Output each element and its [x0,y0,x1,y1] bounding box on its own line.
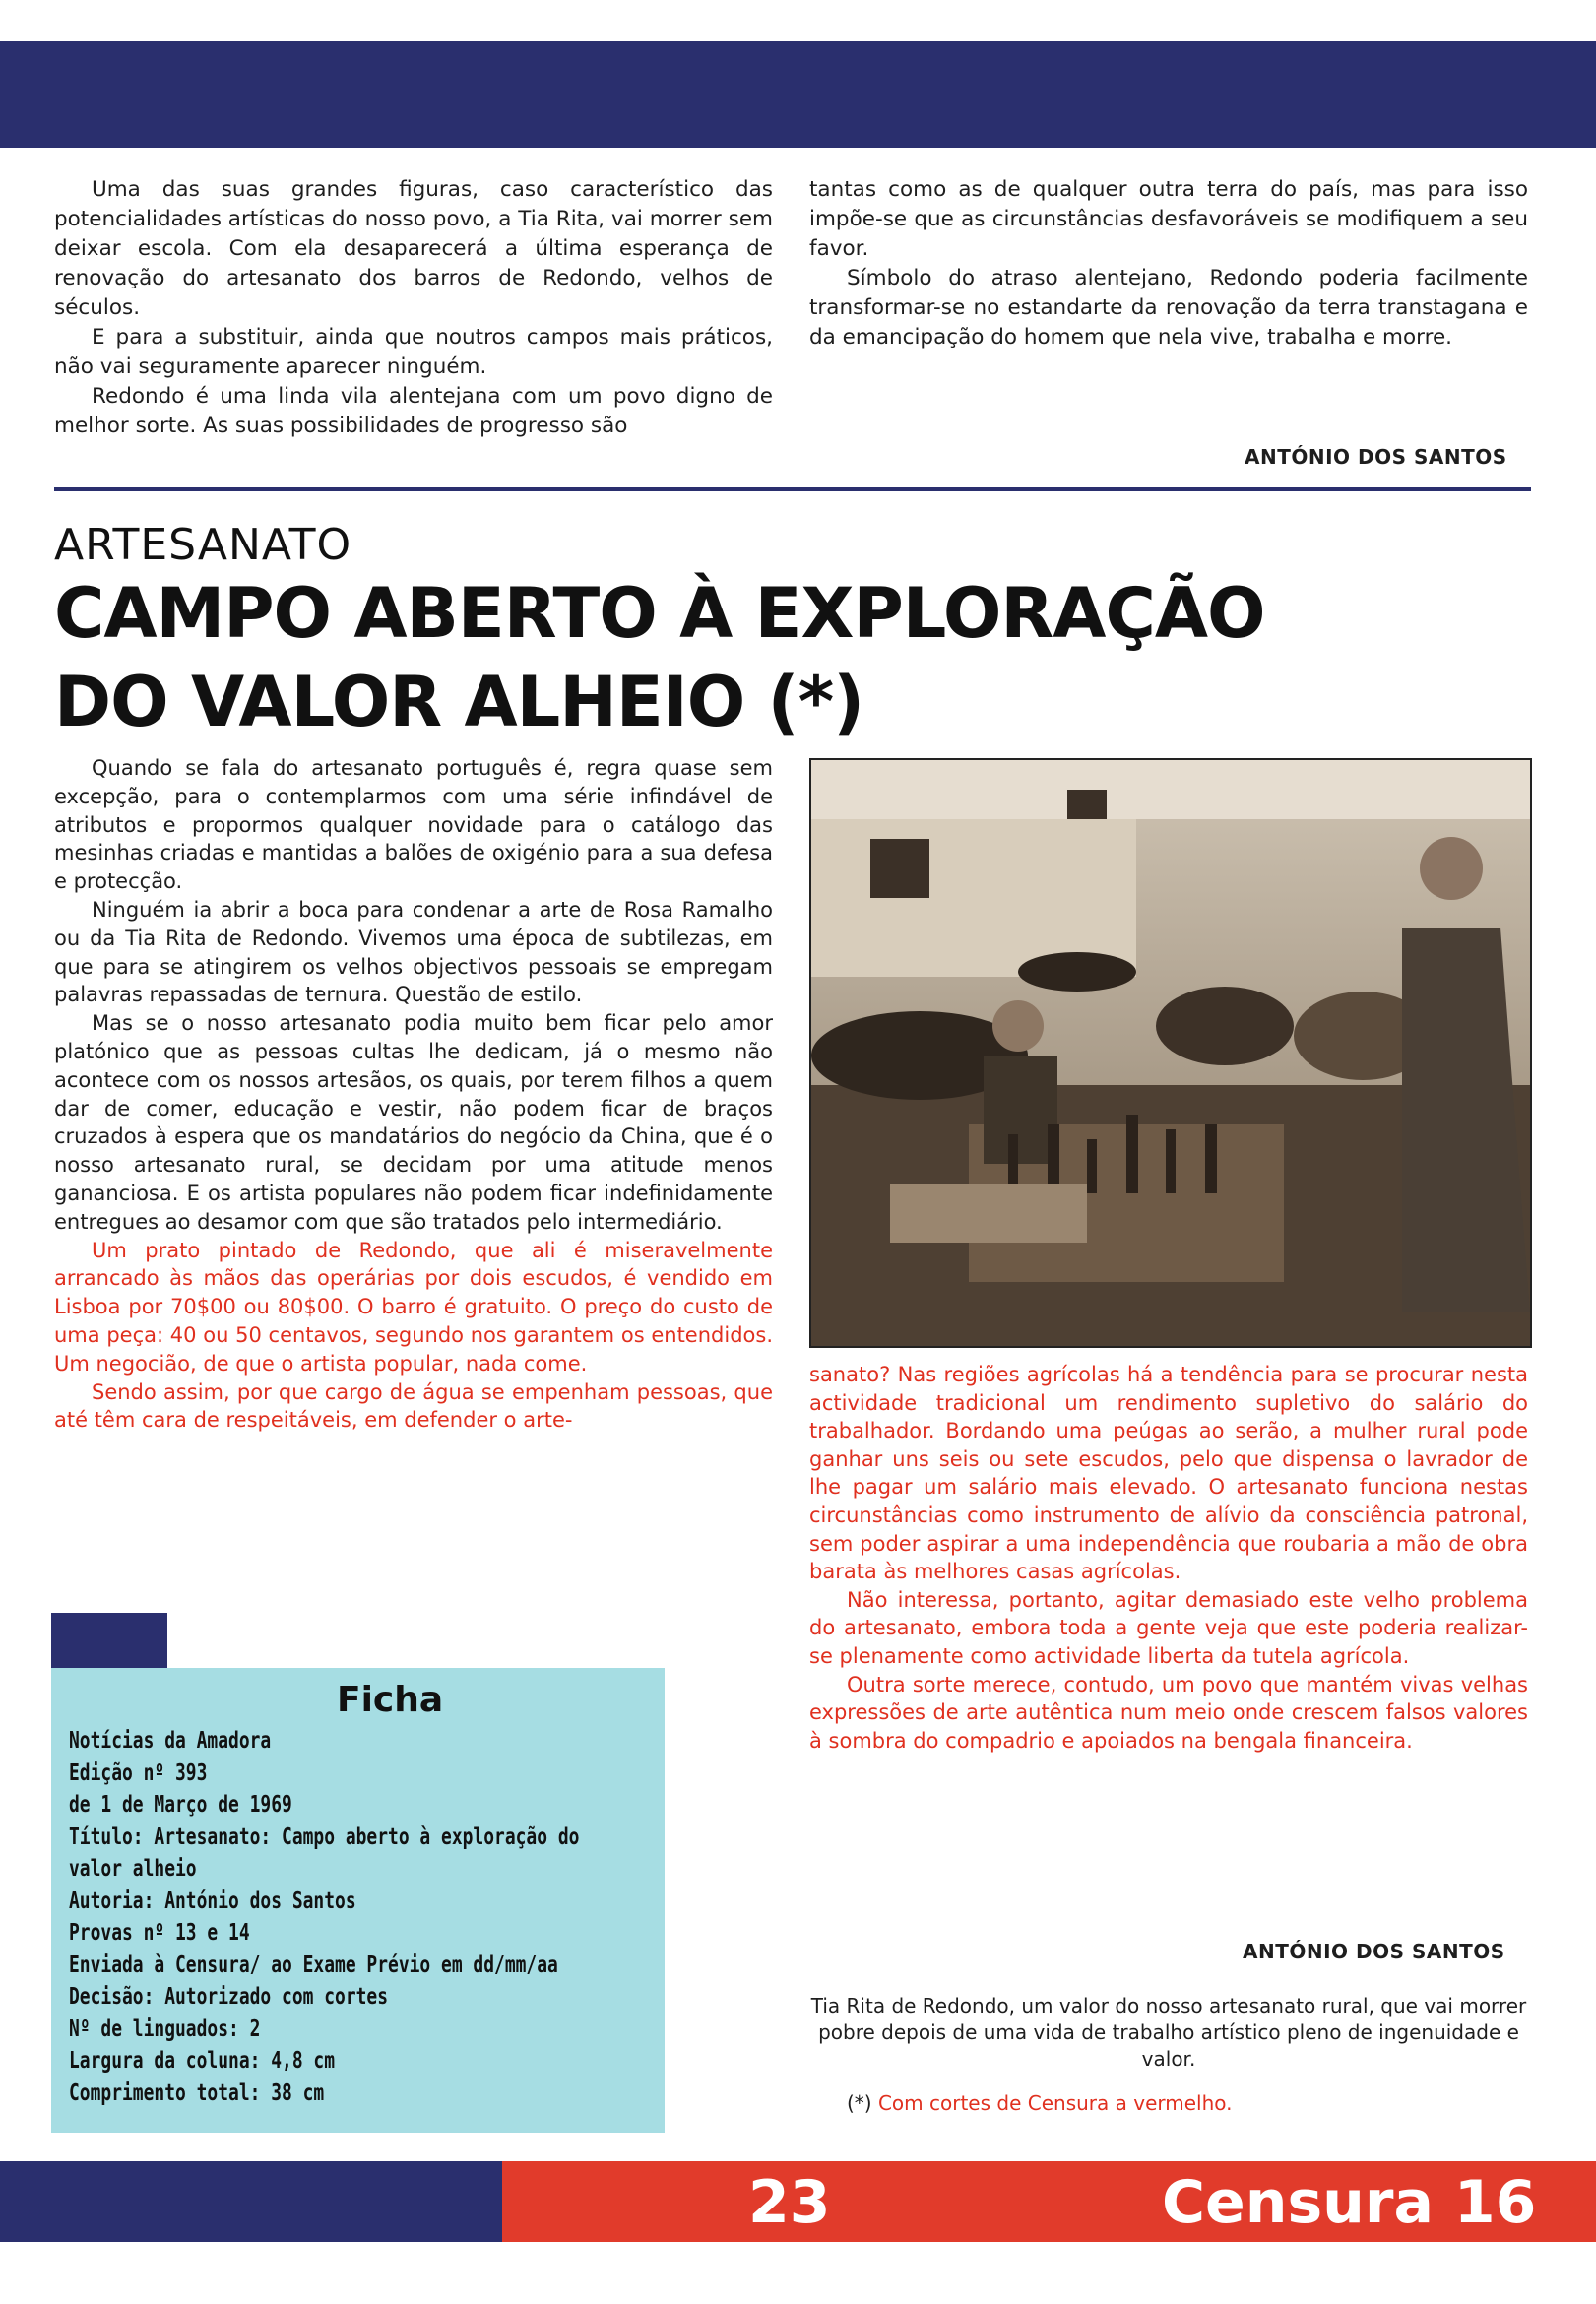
paragraph: Mas se o nosso artesanato podia muito bem ficar pelo amor platónico que as pessoas cultas lhe dedicam, já o mesmo não acontece com os nossos artesãos, os quais, por terem filhos a quem dar de comer, educação e vestir, não podem ficar de braços cruzados à espera que os mandatários do negócio da China, que é o nosso artesanato rural, se decidam por uma atitude menos gananciosa. E os artista populares não podem ficar indefinidamente entregues ao desamor com que são tratados pelo intermediário. [54,1011,773,1234]
ficha-details [69,1725,637,2109]
censored-paragraph: Sendo assim, por que cargo de água se empenham pessoas, que até têm cara de respeitáveis, em defender o arte- [54,1379,773,1433]
ficha-line: Edição nº 393 [69,1760,208,1786]
ficha-line: Comprimento total: 38 cm [69,2080,325,2106]
ficha-title: Ficha [337,1680,444,1720]
censored-paragraph: Outra sorte merece, contudo, um povo que mantém vivas velhas expressões de arte autêntica num meio onde crescem falsos valores à sombra do compadrio e apoiados na bengala financeira. [809,1672,1528,1753]
censored-paragraph: Não interessa, portanto, agitar demasiado este velho problema do artesanato, embora toda a gente veja que este poderia realizar-se plenamente como actividade liberta da tutela agrícola. [809,1587,1528,1668]
note-mark: (*) [847,2091,872,2115]
article-left-column [54,754,773,1435]
ficha-line: Enviada à Censura/ ao Exame Prévio em dd/mm/aa [69,1952,558,1978]
paragraph: tantas como as de qualquer outra terra do país, mas para isso impõe-se que as circunstâncias desfavoráveis se modifiquem a seu favor. [809,177,1528,261]
note-text: Com cortes de Censura a vermelho. [877,2091,1233,2115]
paragraph: E para a substituir, ainda que noutros campos mais práticos, não vai seguramente aparecer ninguém. [54,325,773,379]
paragraph: Quando se fala do artesanato português é, regra quase sem excepção, para o contemplarmos com uma série infindável de atributos e propormos qualquer novidade para o catálogo das mesinhas criadas e mantidas a balões de oxigénio para a sua defesa e protecção. [54,756,773,894]
article-byline: ANTÓNIO DOS SANTOS [1243,1940,1505,1963]
censored-paragraph: Um prato pintado de Redondo, que ali é miseravelmente arrancado às mãos das operárias por dois escudos, é vendido em Lisboa por 70$00 ou 80$00. O barro é gratuito. O preço do custo de uma peça: 40 ou 50 centavos, segundo nos garantem os entendidos. Um negocião, de que o artista popular, nada come. [54,1238,773,1376]
paragraph: Redondo é uma linda vila alentejana com um povo digno de melhor sorte. As suas possibilidades de progresso são [54,384,773,438]
censorship-note [847,2091,1233,2115]
ficha-line: valor alheio [69,1856,197,1882]
ficha-line: Autoria: António dos Santos [69,1888,356,1914]
paragraph: Símbolo do atraso alentejano, Redondo poderia facilmente transformar-se no estandarte da renovação da terra transtagana e da emancipação do homem que nela vive, trabalha e morre. [809,266,1528,350]
article-right-column [809,1361,1528,1755]
top-byline: ANTÓNIO DOS SANTOS [1245,445,1507,469]
page-number: 23 [748,2168,831,2237]
photo-caption: Tia Rita de Redondo, um valor do nosso artesanato rural, que vai morrer pobre depois de uma vida de trabalho artístico pleno de ingenuidade e valor. [810,1994,1527,2071]
market-photo-illustration [811,760,1530,1346]
article-headline [54,569,1265,746]
top-left-column [54,175,773,441]
ficha-line: Decisão: Autorizado com cortes [69,1984,389,2010]
top-banner [0,41,1596,148]
ficha-line: Largura da coluna: 4,8 cm [69,2048,336,2074]
ficha-line: Notícias da Amadora [69,1728,272,1754]
top-right-column [809,175,1528,352]
headline-line: CAMPO ABERTO À EXPLORAÇÃO [54,573,1265,654]
ficha-line: Nº de linguados: 2 [69,2016,261,2042]
section-divider [54,487,1531,491]
ficha-line: de 1 de Março de 1969 [69,1792,292,1818]
paragraph: Ninguém ia abrir a boca para condenar a arte de Rosa Ramalho ou da Tia Rita de Redondo. Vivemos uma época de subtilezas, em que para se atingirem os velhos objectivos pessoais se empregam palavras repassadas de ternura. Questão de estilo. [54,897,773,1007]
ficha-box [51,1668,665,2133]
article-photo [809,758,1532,1348]
article-kicker: ARTESANATO [54,520,352,570]
headline-line: DO VALOR ALHEIO (*) [54,662,864,742]
footer-blue-band [0,2161,502,2242]
censored-paragraph: sanato? Nas regiões agrícolas há a tendência para se procurar nesta actividade tradicional um rendimento supletivo do salário do trabalhador. Bordando uma peúgas ao serão, a mulher rural pode ganhar uns seis ou sete escudos, pelo que dispensa o lavrador de lhe pagar um salário mais elevado. O artesanato funciona nestas circunstâncias como instrumento de alívio da consciência patronal, sem poder aspirar a uma independência que roubaria a mão de obra barata às melhores casas agrícolas. [809,1363,1528,1584]
ficha-line: Título: Artesanato: Campo aberto à exploração do [69,1824,580,1850]
ficha-line: Provas nº 13 e 14 [69,1920,250,1946]
magazine-title: Censura 16 [1162,2168,1537,2237]
paragraph: Uma das suas grandes figuras, caso característico das potencialidades artísticas do nosso povo, a Tia Rita, vai morrer sem deixar escola. Com ela desaparecerá a última esperança de renovação do artesanato dos barros de Redondo, velhos de séculos. [54,177,773,320]
